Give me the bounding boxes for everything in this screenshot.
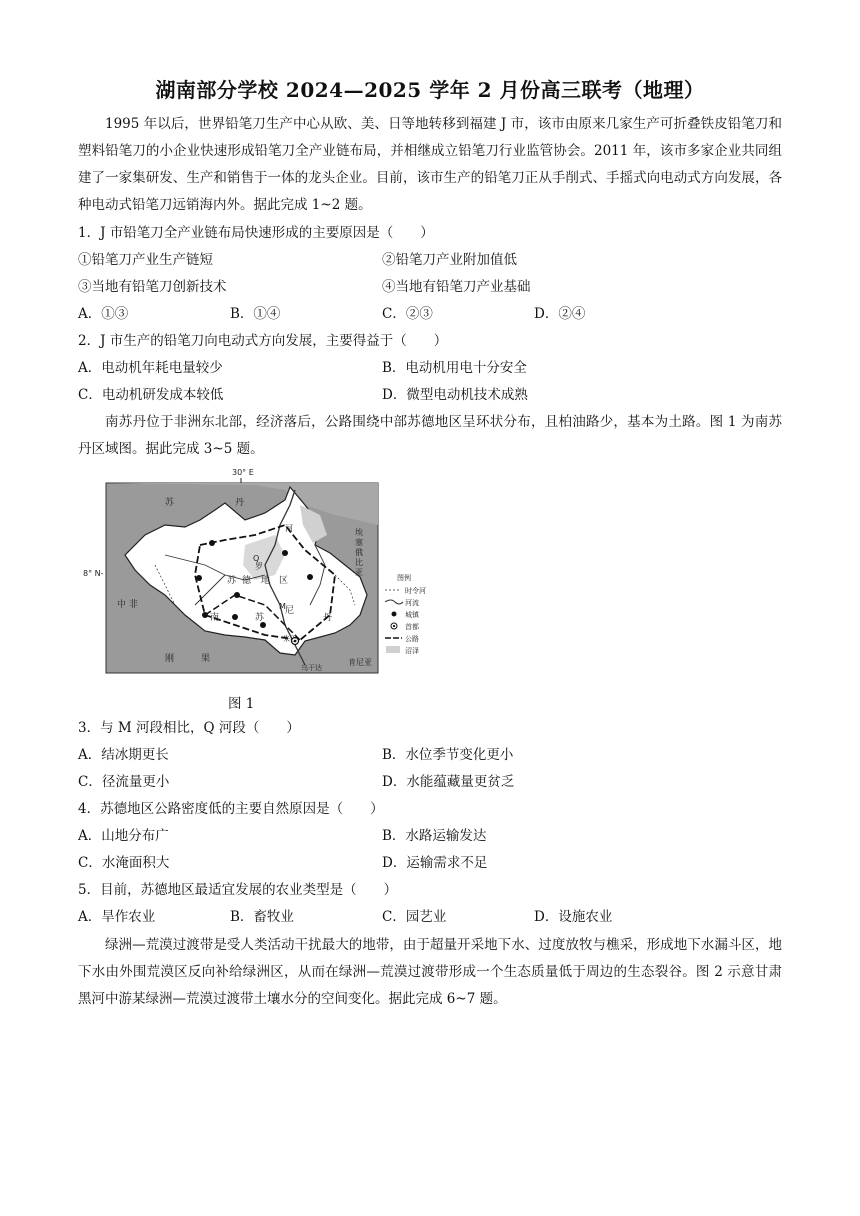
passage-2: 南苏丹位于非洲东北部，经济落后，公路围绕中部苏德地区呈环状分布，且柏油路少，基本为土路。图 1 为南苏丹区域图。据此完成 3~5 题。 [78, 414, 782, 457]
svg-text:时令河: 时令河 [405, 587, 426, 595]
svg-text:德: 德 [242, 576, 252, 586]
q5-option-c: C．园艺业 [382, 909, 447, 925]
q1-item-2: ②铅笔刀产业附加值低 [382, 252, 517, 268]
svg-text:罗: 罗 [255, 562, 263, 571]
q1-option-c: C．②③ [382, 306, 433, 322]
svg-text:丹: 丹 [235, 498, 245, 508]
svg-text:Q: Q [253, 554, 260, 563]
q5-option-d: D．设施农业 [534, 909, 613, 925]
svg-text:河: 河 [285, 524, 293, 533]
svg-text:沼泽: 沼泽 [405, 647, 419, 655]
svg-text:苏: 苏 [255, 613, 265, 623]
page-title: 湖南部分学校 2024—2025 学年 2 月份高三联考（地理） [155, 78, 705, 102]
svg-text:尼: 尼 [285, 606, 295, 616]
svg-text:中 非: 中 非 [117, 600, 138, 610]
q3-option-d: D．水能蕴藏量更贫乏 [382, 774, 515, 790]
svg-text:城镇: 城镇 [405, 611, 419, 619]
svg-text:朱巴: 朱巴 [283, 635, 297, 643]
svg-text:埃: 埃 [355, 528, 363, 537]
passage-3: 绿洲—荒漠过渡带是受人类活动干扰最大的地带，由于超量开采地下水、过度放牧与樵采，形成地下水漏斗区，地下水由外围荒漠区反向补给绿洲区，从而在绿洲—荒漠过渡带形成一个生态质量低于周边的生态裂谷。图 2 示意甘肃黑河中游某绿洲—荒漠过渡带土壤水分的空间变化。据此完成 6~7 题。 [78, 937, 782, 1007]
q5-option-b: B．畜牧业 [230, 909, 294, 925]
q4-option-b: B．水路运输发达 [382, 828, 487, 844]
question-2-stem: 2．J 市生产的铅笔刀向电动式方向发展，主要得益于（ ） [78, 333, 448, 349]
question-5-stem: 5．目前，苏德地区最适宜发展的农业类型是（ ） [78, 882, 398, 898]
south-sudan-map [83, 465, 485, 680]
q5-option-a: A．旱作农业 [78, 909, 156, 925]
q4-option-a: A．山地分布广 [78, 828, 169, 844]
q4-option-d: D．运输需求不足 [382, 855, 488, 871]
q3-option-b: B．水位季节变化更小 [382, 747, 514, 763]
svg-text:塞: 塞 [355, 538, 363, 547]
q2-option-c: C．电动机研发成本较低 [78, 387, 224, 403]
q4-option-c: C．水淹面积大 [78, 855, 170, 871]
svg-text:区: 区 [279, 576, 289, 586]
svg-text:公路: 公路 [405, 635, 419, 643]
q1-item-1: ①铅笔刀产业生产链短 [78, 252, 213, 268]
q1-option-a: A．①③ [78, 306, 129, 322]
svg-text:M: M [279, 602, 286, 611]
svg-text:比: 比 [355, 558, 363, 567]
svg-text:苏: 苏 [227, 576, 237, 586]
q2-option-b: B．电动机用电十分安全 [382, 360, 527, 376]
question-3-stem: 3．与 M 河段相比，Q 河段（ ） [78, 720, 300, 736]
svg-text:苏: 苏 [165, 498, 175, 508]
svg-text:乌干达: 乌干达 [301, 664, 322, 672]
svg-text:果: 果 [201, 654, 211, 664]
svg-text:河流: 河流 [405, 599, 419, 607]
figure-1-caption: 图 1 [228, 696, 255, 712]
svg-text:刚: 刚 [165, 654, 175, 664]
svg-text:俄: 俄 [355, 548, 363, 557]
svg-text:南: 南 [210, 613, 220, 623]
passage-1: 1995 年以后，世界铅笔刀生产中心从欧、美、日等地转移到福建 J 市，该市由原来几家生产可折叠铁皮铅笔刀和塑料铅笔刀的小企业快速形成铅笔刀全产业链布局，并相继成立铅笔刀行业监管协会。2011 年，该市多家企业共同组建了一家集研发、生产和销售于一体的龙头企业。目前，该市生产的铅笔刀正从手削式、手摇式向电动式方向发展，各种电动式铅笔刀远销海内外。据此完成 1~2 题。 [78, 116, 782, 213]
q2-option-d: D．微型电动机技术成熟 [382, 387, 528, 403]
longitude-label: 30° E [232, 468, 254, 477]
q3-option-c: C．径流量更小 [78, 774, 170, 790]
q3-option-a: A．结冰期更长 [78, 747, 169, 763]
svg-text:丹: 丹 [323, 613, 333, 623]
q1-option-d: D．②④ [534, 306, 586, 322]
svg-text:首都: 首都 [405, 623, 419, 631]
q1-item-4: ④当地有铅笔刀产业基础 [382, 279, 531, 295]
question-4-stem: 4．苏德地区公路密度低的主要自然原因是（ ） [78, 801, 384, 817]
svg-text:肯尼亚: 肯尼亚 [348, 658, 372, 667]
svg-text:图例: 图例 [397, 574, 411, 582]
q2-option-a: A．电动机年耗电量较少 [78, 360, 223, 376]
svg-text:地: 地 [261, 576, 271, 586]
q1-item-3: ③当地有铅笔刀创新技术 [78, 279, 227, 295]
question-1-stem: 1．J 市铅笔刀全产业链布局快速形成的主要原因是（ ） [78, 225, 434, 241]
svg-text:亚: 亚 [355, 568, 363, 577]
svg-text:8° N-: 8° N- [83, 569, 104, 578]
q1-option-b: B．①④ [230, 306, 281, 322]
